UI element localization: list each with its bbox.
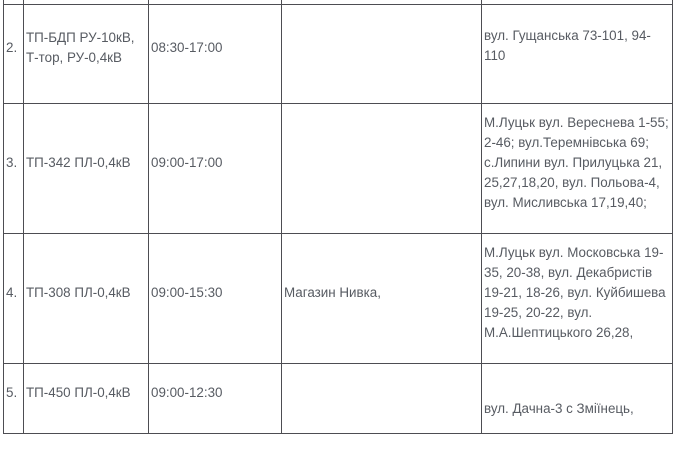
addresses-cell: М.Луцьк вул. Вереснева 1-55; 2-46; вул.Теремнівська 69; с.Липини вул. Прилуцька 21, 25,27,18,20, вул. Польова-4, вул. Мисливська 17,19,40; [482,104,673,234]
row-number-cell: 2. [4,5,24,104]
row-number-cell: 4. [4,234,24,364]
row-number-cell: 5. [4,364,24,434]
row-number-cell: 3. [4,104,24,234]
table-row [4,364,673,434]
time-cell: 09:00-17:00 [149,104,282,234]
time-cell: 09:00-15:30 [149,234,282,364]
addresses-cell: М.Луцьк вул. Московська 19-35, 20-38, вул. Декабристів 19-21, 18-26, вул. Куйбишева 19-25, 20-22, вул. М.А.Шептицького 26,28, [482,234,673,364]
equipment-cell: ТП-308 ПЛ-0,4кВ [24,234,149,364]
time-cell: 09:00-12:30 [149,364,282,434]
addresses-cell: вул. Дачна-3 с Зміїнець, [482,364,673,434]
table-row [4,104,673,234]
table-row [4,5,673,104]
addresses-cell: вул. Гущанська 73-101, 94-110 [482,5,673,104]
table-row [4,234,673,364]
object-cell: Магазин Нивка, [282,234,482,364]
object-cell [282,364,482,434]
equipment-cell: ТП-БДП РУ-10кВ, Т-тор, РУ-0,4кВ [24,5,149,104]
time-cell: 08:30-17:00 [149,5,282,104]
object-cell [282,5,482,104]
equipment-cell: ТП-450 ПЛ-0,4кВ [24,364,149,434]
outage-schedule-table [3,0,673,434]
equipment-cell: ТП-342 ПЛ-0,4кВ [24,104,149,234]
object-cell [282,104,482,234]
